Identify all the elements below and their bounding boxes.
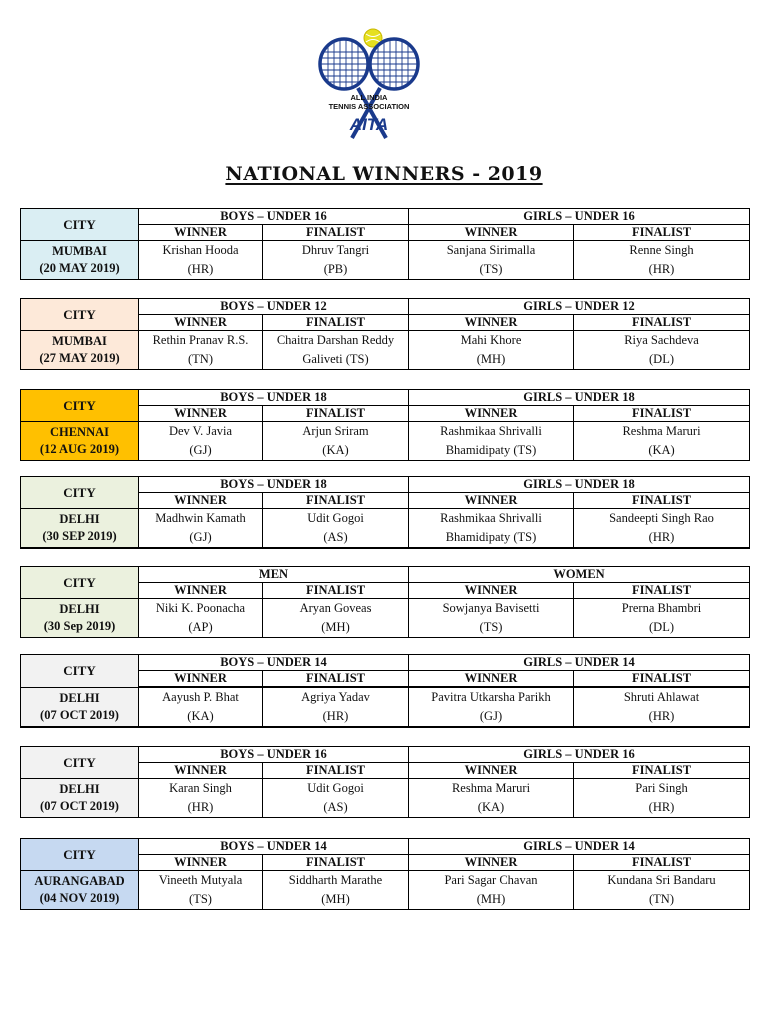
left-category: BOYS – UNDER 14	[139, 655, 409, 671]
player-name: Siddharth Marathe	[288, 873, 383, 887]
player-state: Bhamidipaty (TS)	[445, 443, 537, 457]
left-category: BOYS – UNDER 14	[139, 839, 409, 855]
left-category: BOYS – UNDER 18	[139, 477, 409, 493]
winner-header: WINNER	[409, 583, 574, 599]
player-state: (DL)	[649, 620, 675, 634]
winner-header: WINNER	[409, 493, 574, 509]
player-state: (AS)	[323, 800, 348, 814]
player-state: (KA)	[477, 800, 505, 814]
event-date: (04 NOV 2019)	[39, 891, 120, 905]
right-category: GIRLS – UNDER 14	[409, 839, 750, 855]
boys-finalist-cell	[263, 599, 409, 638]
girls-winner-cell	[409, 241, 574, 280]
player-state: (GJ)	[189, 530, 212, 544]
girls-winner-cell	[409, 779, 574, 818]
winner-header: WINNER	[409, 225, 574, 241]
winner-header: WINNER	[139, 583, 263, 599]
player-state: Bhamidipaty (TS)	[445, 530, 537, 544]
player-state: (TS)	[189, 892, 212, 906]
winner-header: WINNER	[139, 493, 263, 509]
girls-finalist-cell	[574, 871, 750, 910]
player-state: (HR)	[187, 262, 214, 276]
player-state: (MH)	[476, 352, 506, 366]
player-name: Mahi Khore	[460, 333, 522, 347]
boys-finalist-cell	[263, 331, 409, 370]
player-name: Reshma Maruri	[622, 424, 701, 438]
boys-finalist-cell	[263, 687, 409, 727]
finalist-header: FINALIST	[574, 406, 750, 422]
left-category: BOYS – UNDER 16	[139, 209, 409, 225]
right-category: GIRLS – UNDER 16	[409, 209, 750, 225]
finalist-header: FINALIST	[574, 671, 750, 688]
city-cell	[21, 871, 139, 910]
boys-winner-cell	[139, 687, 263, 727]
event-table	[20, 389, 750, 461]
logo-abbr: AITA	[349, 115, 389, 134]
winner-header: WINNER	[139, 406, 263, 422]
city-name: CHENNAI	[49, 425, 110, 439]
player-state: (AP)	[188, 620, 213, 634]
city-cell	[21, 509, 139, 549]
winner-header: WINNER	[409, 671, 574, 688]
city-name: DELHI	[59, 602, 100, 616]
player-state: (KA)	[648, 443, 675, 457]
player-state: (TN)	[649, 892, 674, 906]
player-state: (GJ)	[189, 443, 212, 457]
tennis-racquets-icon	[314, 26, 424, 146]
player-state: (HR)	[648, 709, 675, 723]
boys-winner-cell	[139, 779, 263, 818]
player-name: Vineeth Mutyala	[158, 873, 243, 887]
player-name: Dhruv Tangri	[301, 243, 370, 257]
boys-finalist-cell	[263, 509, 409, 549]
player-name: Udit Gogoi	[307, 511, 364, 525]
boys-finalist-cell	[263, 871, 409, 910]
boys-winner-cell	[139, 422, 263, 461]
right-category: GIRLS – UNDER 16	[409, 747, 750, 763]
player-state: (TN)	[188, 352, 213, 366]
girls-finalist-cell	[574, 422, 750, 461]
player-name: Aayush P. Bhat	[162, 690, 239, 704]
city-header: CITY	[21, 477, 139, 509]
player-state: (HR)	[648, 262, 675, 276]
finalist-header: FINALIST	[574, 855, 750, 871]
logo-line1: ALL INDIA	[350, 93, 388, 102]
city-name: DELHI	[59, 782, 100, 796]
logo-line2: TENNIS ASSOCIATION	[328, 102, 410, 111]
player-name: Arjun Sriram	[302, 424, 369, 438]
city-name: MUMBAI	[52, 334, 107, 348]
left-category: BOYS – UNDER 12	[139, 299, 409, 315]
player-state: (HR)	[648, 530, 675, 544]
city-header: CITY	[21, 390, 139, 422]
finalist-header: FINALIST	[263, 671, 409, 688]
player-name: Sowjanya Bavisetti	[442, 601, 540, 615]
girls-finalist-cell	[574, 687, 750, 727]
winner-header: WINNER	[409, 855, 574, 871]
winner-header: WINNER	[409, 763, 574, 779]
player-state: (DL)	[649, 352, 674, 366]
event-table	[20, 476, 750, 549]
winner-header: WINNER	[139, 671, 263, 688]
player-state: (MH)	[321, 892, 350, 906]
city-header: CITY	[21, 209, 139, 241]
player-name: Sandeepti Singh Rao	[609, 511, 714, 525]
player-name: Krishan Hooda	[162, 243, 239, 257]
boys-winner-cell	[139, 509, 263, 549]
player-state: (KA)	[187, 709, 214, 723]
finalist-header: FINALIST	[263, 225, 409, 241]
player-state: (MH)	[476, 892, 506, 906]
player-name: Sanjana Sirimalla	[446, 243, 536, 257]
event-table	[20, 208, 750, 280]
player-name: Rashmikaa Shrivalli	[440, 424, 542, 438]
winner-header: WINNER	[139, 763, 263, 779]
player-state: (MH)	[321, 620, 350, 634]
boys-finalist-cell	[263, 241, 409, 280]
event-date: (30 Sep 2019)	[43, 619, 116, 633]
right-category: GIRLS – UNDER 18	[409, 477, 750, 493]
winner-header: WINNER	[139, 315, 263, 331]
boys-winner-cell	[139, 241, 263, 280]
girls-winner-cell	[409, 331, 574, 370]
player-state: (HR)	[187, 800, 214, 814]
winner-header: WINNER	[409, 315, 574, 331]
girls-finalist-cell	[574, 331, 750, 370]
player-name: Rashmikaa Shrivalli	[440, 511, 542, 525]
player-name: Chaitra Darshan Reddy	[276, 333, 395, 347]
boys-finalist-cell	[263, 779, 409, 818]
city-cell	[21, 241, 139, 280]
player-name: Dev V. Javia	[168, 424, 233, 438]
winner-header: WINNER	[409, 406, 574, 422]
page-title: NATIONAL WINNERS - 2019	[225, 163, 543, 185]
city-cell	[21, 779, 139, 818]
finalist-header: FINALIST	[263, 763, 409, 779]
finalist-header: FINALIST	[574, 493, 750, 509]
left-category: BOYS – UNDER 18	[139, 390, 409, 406]
right-category: WOMEN	[409, 567, 750, 583]
city-cell	[21, 331, 139, 370]
girls-finalist-cell	[574, 241, 750, 280]
boys-winner-cell	[139, 599, 263, 638]
player-name: Pavitra Utkarsha Parikh	[431, 690, 551, 704]
finalist-header: FINALIST	[574, 225, 750, 241]
player-name: Madhwin Kamath	[155, 511, 246, 525]
city-cell	[21, 599, 139, 638]
player-name: Karan Singh	[169, 781, 232, 795]
girls-finalist-cell	[574, 509, 750, 549]
right-category: GIRLS – UNDER 18	[409, 390, 750, 406]
boys-winner-cell	[139, 331, 263, 370]
event-table	[20, 838, 750, 910]
event-date: (12 AUG 2019)	[39, 442, 120, 456]
city-cell	[21, 687, 139, 727]
right-category: GIRLS – UNDER 14	[409, 655, 750, 671]
left-category: MEN	[139, 567, 409, 583]
boys-finalist-cell	[263, 422, 409, 461]
city-header: CITY	[21, 655, 139, 688]
event-table	[20, 746, 750, 818]
girls-finalist-cell	[574, 599, 750, 638]
event-table	[20, 654, 750, 728]
city-name: DELHI	[59, 512, 100, 526]
player-name: Shruti Ahlawat	[623, 690, 700, 704]
event-date: (20 MAY 2019)	[39, 261, 120, 275]
player-name: Kundana Sri Bandaru	[607, 873, 716, 887]
player-name: Rethin Pranav R.S.	[152, 333, 249, 347]
player-name: Prerna Bhambri	[621, 601, 702, 615]
left-category: BOYS – UNDER 16	[139, 747, 409, 763]
player-state: (GJ)	[479, 709, 503, 723]
city-header: CITY	[21, 299, 139, 331]
event-table	[20, 298, 750, 370]
city-header: CITY	[21, 567, 139, 599]
finalist-header: FINALIST	[263, 855, 409, 871]
player-state: (AS)	[323, 530, 348, 544]
finalist-header: FINALIST	[574, 583, 750, 599]
girls-winner-cell	[409, 687, 574, 727]
player-name: Aryan Goveas	[299, 601, 372, 615]
winner-header: WINNER	[139, 225, 263, 241]
city-name: DELHI	[59, 690, 100, 705]
boys-winner-cell	[139, 871, 263, 910]
right-category: GIRLS – UNDER 12	[409, 299, 750, 315]
player-name: Agriya Yadav	[301, 690, 370, 704]
player-name: Reshma Maruri	[451, 781, 531, 795]
player-name: Pari Sagar Chavan	[444, 873, 538, 887]
girls-finalist-cell	[574, 779, 750, 818]
player-name: Niki K. Poonacha	[155, 601, 246, 615]
player-name: Renne Singh	[629, 243, 694, 257]
event-date: (27 MAY 2019)	[39, 351, 120, 365]
event-date: (07 OCT 2019)	[40, 799, 119, 813]
city-name: MUMBAI	[52, 244, 107, 258]
city-header: CITY	[21, 747, 139, 779]
finalist-header: FINALIST	[263, 406, 409, 422]
player-state: Galiveti (TS)	[302, 352, 369, 366]
player-state: (TS)	[479, 262, 503, 276]
player-state: (HR)	[322, 709, 349, 723]
girls-winner-cell	[409, 509, 574, 549]
winner-header: WINNER	[139, 855, 263, 871]
player-state: (HR)	[648, 800, 675, 814]
event-date: (30 SEP 2019)	[42, 529, 117, 543]
girls-winner-cell	[409, 871, 574, 910]
finalist-header: FINALIST	[574, 763, 750, 779]
city-header: CITY	[21, 839, 139, 871]
girls-winner-cell	[409, 422, 574, 461]
finalist-header: FINALIST	[263, 583, 409, 599]
event-table	[20, 566, 750, 638]
city-cell	[21, 422, 139, 461]
finalist-header: FINALIST	[263, 315, 409, 331]
player-state: (KA)	[322, 443, 349, 457]
player-name: Udit Gogoi	[307, 781, 364, 795]
girls-winner-cell	[409, 599, 574, 638]
player-name: Pari Singh	[635, 781, 688, 795]
aita-logo	[314, 26, 424, 146]
event-date: (07 OCT 2019)	[40, 707, 119, 722]
player-state: (TS)	[479, 620, 503, 634]
finalist-header: FINALIST	[574, 315, 750, 331]
player-state: (PB)	[323, 262, 348, 276]
city-name: AURANGABAD	[34, 874, 125, 888]
player-name: Riya Sachdeva	[624, 333, 699, 347]
finalist-header: FINALIST	[263, 493, 409, 509]
